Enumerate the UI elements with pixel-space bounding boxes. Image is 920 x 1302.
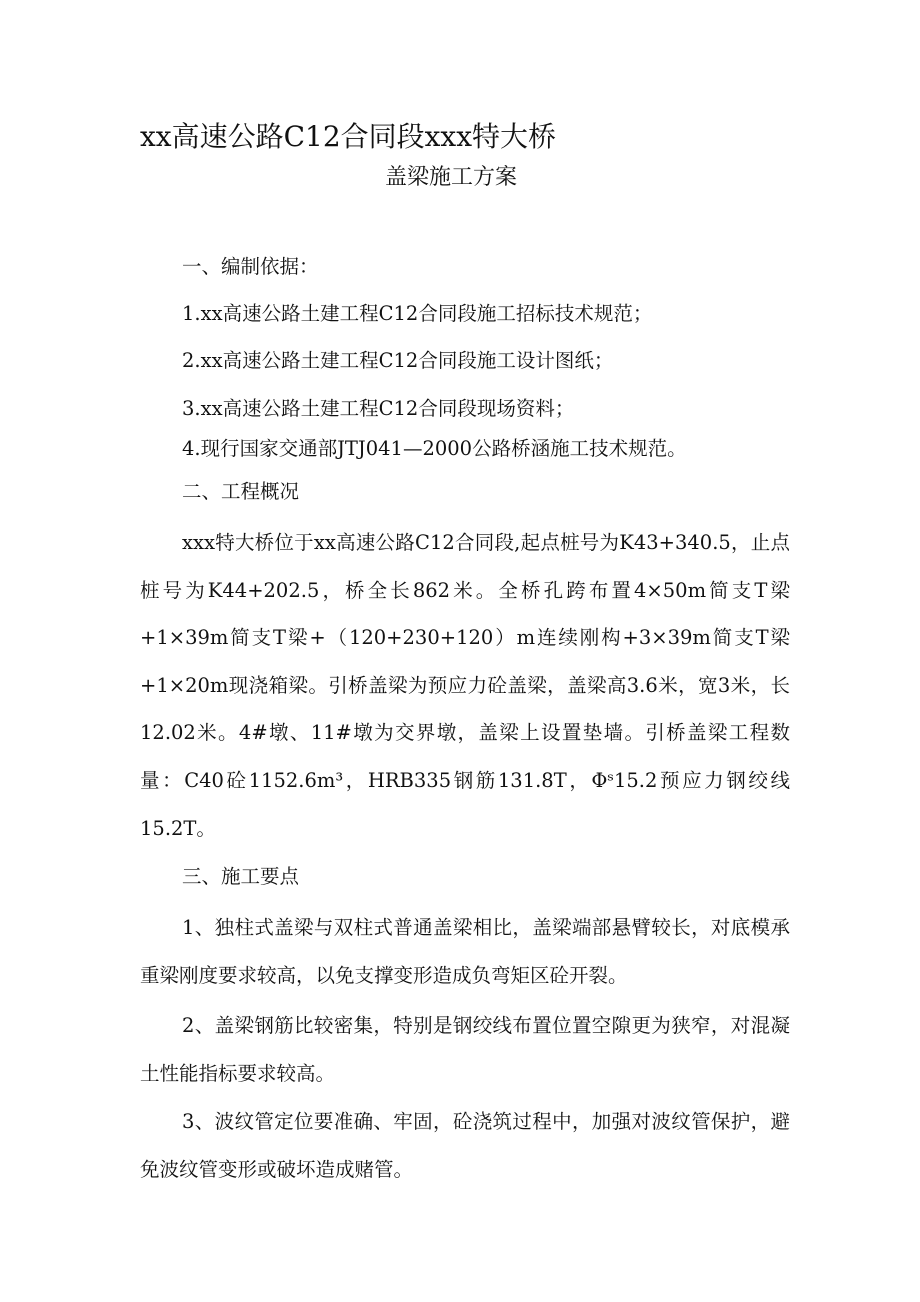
document-title: xx高速公路C12合同段xxx特大桥 [140,120,557,153]
overview-paragraph: xxx特大桥位于xx高速公路C12合同段,起点桩号为K43+340.5，止点桩号为K44+202.5，桥全长862米。全桥孔跨布置4×50m简支T梁+1×39m简支T梁+（120+230+120）m连续刚构+3×39m简支T梁+1×20m现浇箱梁。引桥盖梁为预应力砼盖梁，盖梁高3.6米，宽3米，长12.02米。4#墩、11#墩为交界墩，盖梁上设置垫墙。引桥盖梁工程数量：C40砼1152.6m³，HRB335钢筋131.8T，Φˢ15.2预应力钢绞线15.2T。 [140,531,790,840]
document-subtitle: 盖梁施工方案 [385,165,518,190]
keypoint-1: 1、独柱式盖梁与双柱式普通盖梁相比，盖梁端部悬臂较长，对底模承重梁刚度要求较高，以免支撑变形造成负弯矩区砼开裂。 [140,916,790,987]
keypoint-2: 2、盖梁钢筋比较密集，特别是钢绞线布置位置空隙更为狭窄，对混凝土性能指标要求较高。 [140,1014,790,1085]
basis-item-3: 3.xx高速公路土建工程C12合同段现场资料； [182,397,575,420]
basis-item-2: 2.xx高速公路土建工程C12合同段施工设计图纸； [182,349,614,372]
section-heading-overview: 二、工程概况 [182,480,300,503]
basis-item-4: 4.现行国家交通部JTJ041—2000公路桥涵施工技术规范。 [182,437,687,460]
section-heading-keypoints: 三、施工要点 [182,865,300,888]
keypoint-3: 3、波纹管定位要准确、牢固，砼浇筑过程中，加强对波纹管保护，避免波纹管变形或破坏造成赌管。 [140,1110,790,1181]
section-heading-basis: 一、编制依据： [182,255,319,278]
basis-item-1: 1.xx高速公路土建工程C12合同段施工招标技术规范； [182,302,653,325]
